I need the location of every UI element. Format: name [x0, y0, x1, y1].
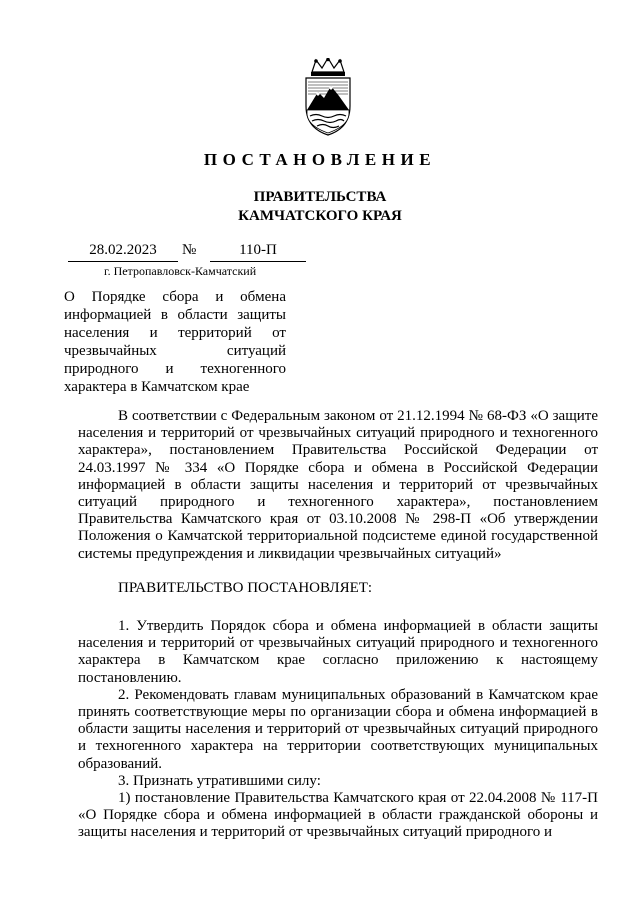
document-date: 28.02.2023: [89, 242, 157, 258]
document-subject: О Порядке сбора и обмена информацией в области защиты населения и территорий от чрезвычайных ситуаций природного и техногенного характера в Камчатском крае: [64, 289, 286, 395]
authority-line-2: КАМЧАТСКОГО КРАЯ: [238, 208, 402, 224]
resolution-items: [78, 618, 598, 842]
resolution-heading: ПРАВИТЕЛЬСТВО ПОСТАНОВЛЯЕТ:: [118, 580, 373, 596]
resolution-item-1: 1. Утвердить Порядок сбора и обмена информацией в области защиты населения и территорий от чрезвычайных ситуаций природного и техногенного характера в Камчатском крае согласно приложению к настоящему постановлению.: [78, 618, 598, 686]
resolution-item-2: 2. Рекомендовать главам муниципальных образований в Камчатском крае принять соответствующие меры по организации сбора и обмена информацией в области защиты населения и территорий от чрезвычайных ситуаций природного и техногенного характера на территории соответствующих муниципальных образований.: [78, 686, 598, 772]
preamble: [78, 408, 598, 563]
authority-line-1: ПРАВИТЕЛЬСТВА: [253, 189, 387, 205]
document-type-heading: ПОСТАНОВЛЕНИЕ: [203, 150, 437, 169]
issue-place: г. Петропавловск-Камчатский: [104, 264, 257, 278]
issuing-authority: [0, 188, 640, 226]
number-sign: №: [182, 242, 197, 258]
preamble-paragraph: В соответствии с Федеральным законом от 21.12.1994 № 68-ФЗ «О защите населения и территорий от чрезвычайных ситуаций природного и техногенного характера», постановлением Правительства Российской Федерации от 24.03.1997 № 334 «О Порядке сбора и обмена в Российской Федерации информацией в области защиты населения и территорий от чрезвычайных ситуаций природного и техногенного характера», постановлением Правительства Камчатского края от 03.10.2008 № 298-П «Об утверждении Положения о Камчатской территориальной подсистеме единой государственной системы предупреждения и ликвидации чрезвычайных ситуаций»: [78, 408, 598, 562]
document-number: 110-П: [239, 242, 277, 258]
date-underline: [68, 261, 178, 262]
number-underline: [210, 261, 306, 262]
resolution-item-3: 3. Признать утратившими силу:: [118, 772, 321, 789]
resolution-item-3-1: 1) постановление Правительства Камчатского края от 22.04.2008 № 117-П «О Порядке сбора и обмена информацией в области гражданской обороны и защиты населения и территорий от чрезвычайных ситуаций природного и: [78, 790, 598, 841]
coat-of-arms-icon: [298, 58, 358, 136]
